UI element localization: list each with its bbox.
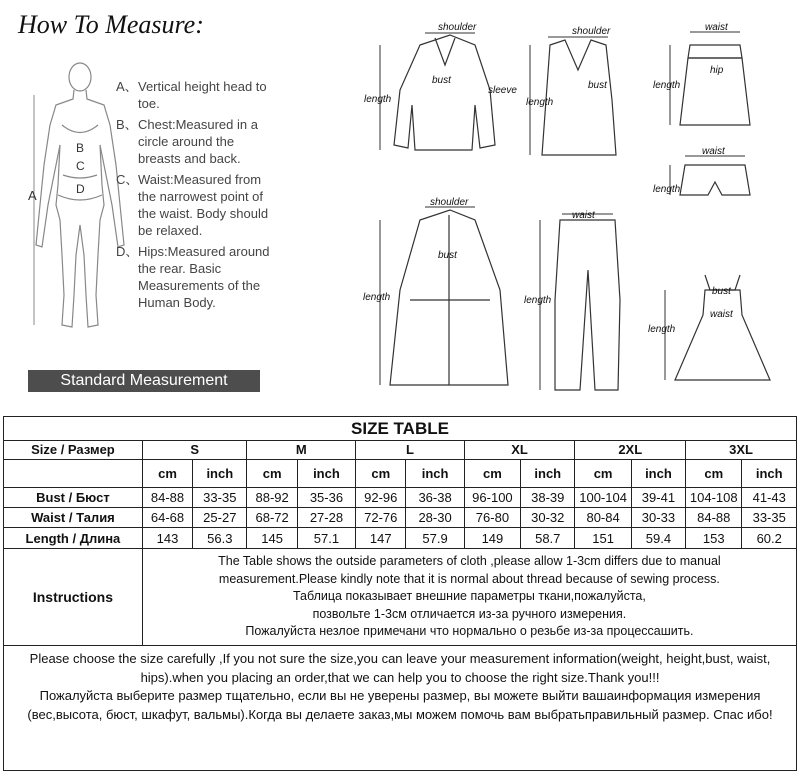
coat-length-label: length — [363, 292, 391, 303]
instructions-line: позвольте 1-3см отличается из-за ручного измерения. — [312, 606, 627, 621]
tank-bust-label: bust — [588, 80, 607, 91]
skirt-waist-label: waist — [705, 22, 728, 33]
table-cell: 104-108 — [686, 487, 742, 507]
unit-cm: cm — [356, 459, 406, 487]
table-cell: 59.4 — [631, 528, 685, 548]
size-xl: XL — [464, 441, 575, 459]
blouse-shoulder-label: shoulder — [438, 22, 477, 33]
unit-inch: inch — [406, 459, 464, 487]
size-m: M — [247, 441, 356, 459]
unit-cm: cm — [686, 459, 742, 487]
step-text: Waist:Measured from the narrowest point of the waist. Body should be relaxed. — [138, 172, 269, 238]
instructions-line: Пожалуйста незлое примечани что нормально о резьбе из-за процессашить. — [245, 624, 694, 639]
table-cell: 84-88 — [686, 508, 742, 528]
table-cell: 145 — [247, 528, 297, 548]
table-cell: 27-28 — [297, 508, 355, 528]
table-cell: 151 — [575, 528, 631, 548]
table-cell: 96-100 — [464, 487, 520, 507]
step-d — [116, 243, 276, 311]
instructions-label: Instructions — [4, 548, 143, 645]
table-cell: 143 — [142, 528, 192, 548]
tank-length-label: length — [526, 97, 554, 108]
table-row-length — [4, 528, 797, 548]
table-cell: 84-88 — [142, 487, 192, 507]
table-row-bust — [4, 487, 797, 507]
unit-cm: cm — [142, 459, 192, 487]
table-cell: 147 — [356, 528, 406, 548]
unit-inch: inch — [193, 459, 247, 487]
step-a — [116, 78, 276, 112]
size-3xl: 3XL — [686, 441, 797, 459]
step-b — [116, 116, 276, 167]
table-cell: 76-80 — [464, 508, 520, 528]
instructions-line: measurement.Please kindly note that it is normal about thread because of sewing process. — [218, 571, 720, 586]
size-s: S — [142, 441, 247, 459]
step-c — [116, 171, 276, 239]
unit-cm: cm — [575, 459, 631, 487]
table-cell: 68-72 — [247, 508, 297, 528]
shorts-length-label: length — [653, 184, 681, 195]
table-cell: 38-39 — [521, 487, 575, 507]
garment-diagrams — [350, 10, 790, 400]
figure-letter-a: A — [28, 188, 37, 203]
size-table-title: SIZE TABLE — [4, 417, 797, 441]
coat-bust-label: bust — [438, 250, 457, 261]
blouse-bust-label: bust — [432, 75, 451, 86]
unit-cm: cm — [464, 459, 520, 487]
table-cell: 33-35 — [742, 508, 797, 528]
unit-cm: cm — [247, 459, 297, 487]
row-label: Waist / Талия — [4, 508, 143, 528]
table-cell: 64-68 — [142, 508, 192, 528]
unit-inch: inch — [742, 459, 797, 487]
table-cell: 30-33 — [631, 508, 685, 528]
table-cell: 28-30 — [406, 508, 464, 528]
step-text: Hips:Measured around the rear. Basic Measurements of the Human Body. — [138, 244, 270, 310]
skirt-hip-label: hip — [710, 65, 724, 76]
size-advice-note — [3, 646, 797, 771]
table-cell: 25-27 — [193, 508, 247, 528]
table-cell: 33-35 — [193, 487, 247, 507]
unit-inch: inch — [521, 459, 575, 487]
size-2xl: 2XL — [575, 441, 686, 459]
table-cell: 39-41 — [631, 487, 685, 507]
dress-length-label: length — [648, 324, 676, 335]
step-key: D、 — [116, 244, 139, 259]
step-key: A、 — [116, 79, 138, 94]
coat-shoulder-label: shoulder — [430, 197, 469, 208]
table-cell: 80-84 — [575, 508, 631, 528]
unit-empty-cell — [4, 459, 143, 487]
page-title: How To Measure: — [18, 10, 204, 39]
table-cell: 35-36 — [297, 487, 355, 507]
table-cell: 41-43 — [742, 487, 797, 507]
table-cell: 149 — [464, 528, 520, 548]
size-l: L — [356, 441, 465, 459]
table-cell: 57.1 — [297, 528, 355, 548]
table-cell: 72-76 — [356, 508, 406, 528]
table-cell: 153 — [686, 528, 742, 548]
dress-bust-label: bust — [712, 286, 731, 297]
blouse-sleeve-label: sleeve — [488, 85, 517, 96]
note-english: Please choose the size carefully ,If you not sure the size,you can leave your measurement information(weight, height,bust, waist, hips).when you placing an order,that we can help you to choose the right size.Thank you!!! — [29, 651, 771, 685]
standard-measurement-banner: Standard Measurement — [28, 370, 260, 392]
blouse-length-label: length — [364, 94, 392, 105]
shorts-waist-label: waist — [702, 146, 725, 157]
step-text: Chest:Measured in a circle around the breasts and back. — [138, 117, 258, 166]
step-text: Vertical height head to toe. — [138, 79, 267, 111]
table-cell: 58.7 — [521, 528, 575, 548]
row-label: Length / Длина — [4, 528, 143, 548]
table-cell: 60.2 — [742, 528, 797, 548]
tank-shoulder-label: shoulder — [572, 26, 611, 37]
instructions-text — [142, 548, 796, 645]
step-key: B、 — [116, 117, 138, 132]
table-cell: 56.3 — [193, 528, 247, 548]
pants-waist-label: waist — [572, 210, 595, 221]
table-cell: 36-38 — [406, 487, 464, 507]
figure-letter-b: B — [76, 141, 85, 155]
instructions-line: The Table shows the outside parameters of cloth ,please allow 1-3cm differs due to manual — [218, 554, 721, 569]
table-cell: 92-96 — [356, 487, 406, 507]
unit-inch: inch — [297, 459, 355, 487]
figure-letter-d: D — [76, 182, 85, 196]
table-cell: 88-92 — [247, 487, 297, 507]
table-cell: 57.9 — [406, 528, 464, 548]
step-key: C、 — [116, 172, 139, 187]
figure-letter-c: C — [76, 159, 85, 173]
instructions-row — [4, 548, 797, 645]
measure-steps — [116, 78, 276, 315]
note-russian: Пожалуйста выберите размер тщательно, если вы не уверены размер, вы можете выйти вашаинформация измерения (вес,высота, бюст, шкафут, вальмы).Когда вы делаете заказ,мы можем помочь вам выбратьправильный размер. Спас ибо! — [27, 688, 773, 722]
row-label: Bust / Бюст — [4, 487, 143, 507]
table-cell: 30-32 — [521, 508, 575, 528]
pants-length-label: length — [524, 295, 552, 306]
table-cell: 100-104 — [575, 487, 631, 507]
size-table — [3, 416, 797, 646]
table-row-waist — [4, 508, 797, 528]
instructions-line: Таблица показывает внешние параметры ткани,пожалуйста, — [292, 589, 646, 604]
unit-inch: inch — [631, 459, 685, 487]
size-header: Size / Размер — [4, 441, 143, 459]
skirt-length-label: length — [653, 80, 681, 91]
dress-waist-label: waist — [710, 309, 733, 320]
